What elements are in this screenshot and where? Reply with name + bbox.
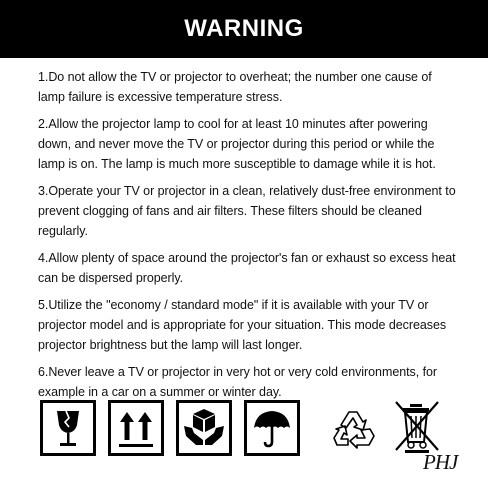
keep-dry-umbrella-icon xyxy=(244,400,300,456)
warning-item-6: 6.Never leave a TV or projector in very hot or very cold environments, for example in a car on a summer or winter day. xyxy=(38,365,438,399)
warning-item-4: 4.Allow plenty of space around the projector's fan or exhaust so excess heat can be dispersed properly. xyxy=(38,251,456,285)
page-title: WARNING xyxy=(184,15,304,42)
warning-header xyxy=(0,0,488,58)
handle-with-care-icon xyxy=(176,400,232,456)
recycle-icon xyxy=(330,404,380,454)
brand-logo: PHJ xyxy=(423,450,458,474)
warning-item-1: 1.Do not allow the TV or projector to overheat; the number one cause of lamp failure is excessive temperature stress. xyxy=(38,70,432,104)
this-way-up-icon xyxy=(108,400,164,456)
fragile-glass-icon xyxy=(40,400,96,456)
warning-item-3: 3.Operate your TV or projector in a clean, relatively dust-free environment to prevent clogging of fans and air filters. These filters should be cleaned regularly. xyxy=(38,184,456,238)
warning-item-5: 5.Utilize the "economy / standard mode" if it is available with your TV or projector model and is appropriate for your situation. This mode decreases projector brightness but the lamp will last longer. xyxy=(38,298,447,352)
warning-item-2: 2.Allow the projector lamp to cool for at least 10 minutes after powering down, and never move the TV or projector during this period or while the lamp is on. The lamp is much more susceptible to damage while it is hot. xyxy=(38,117,436,171)
warning-list xyxy=(38,67,458,409)
handling-icons xyxy=(0,390,488,488)
no-trash-bin-icon xyxy=(392,398,446,456)
